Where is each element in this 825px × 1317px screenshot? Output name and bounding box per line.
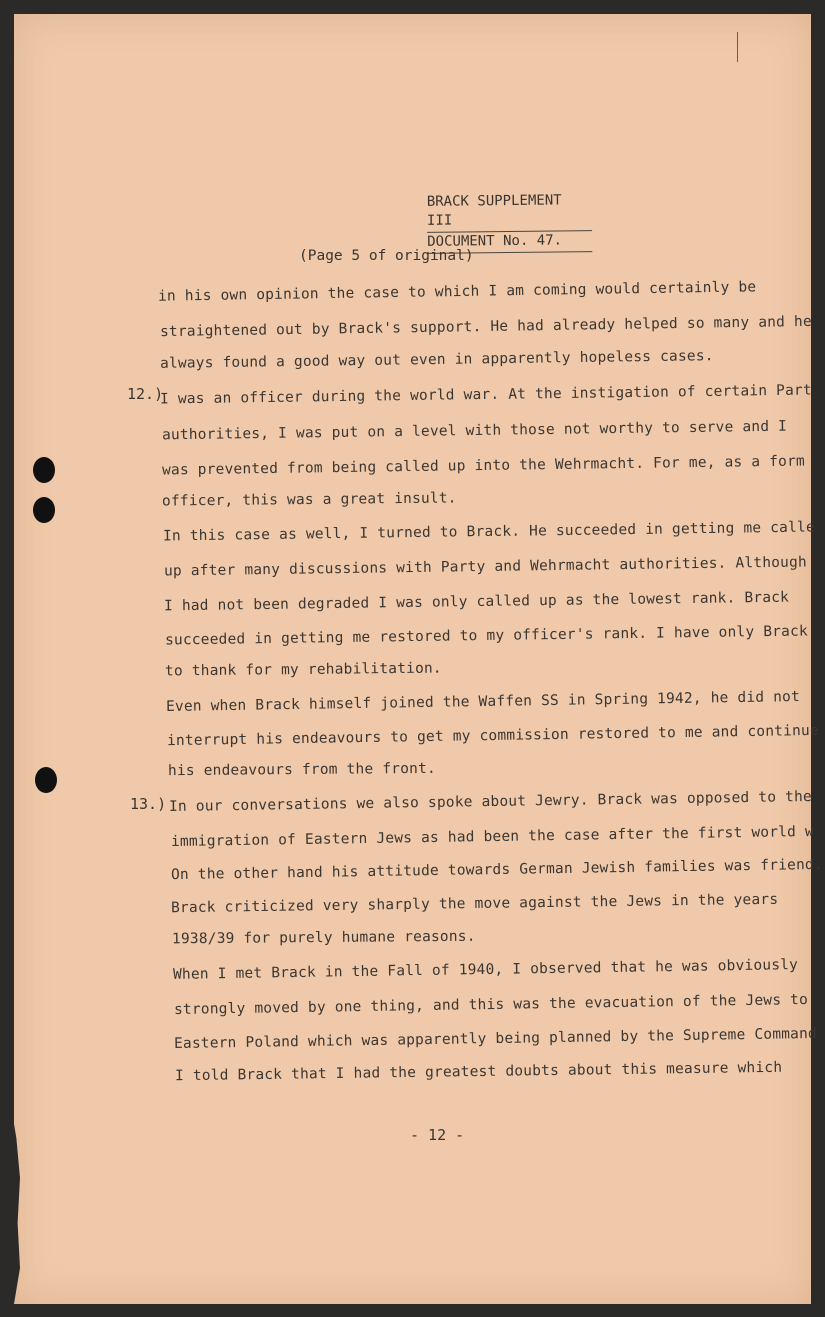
paragraph-number-13: 13.) xyxy=(130,795,167,813)
text-line: Even when Brack himself joined the Waffen SS in Spring 1942, he did not xyxy=(165,689,801,715)
torn-edge xyxy=(14,1124,20,1304)
text-line: was prevented from being called up into the Wehrmacht. For me, as a form xyxy=(161,453,806,479)
pencil-mark xyxy=(737,32,738,62)
text-line: officer, this was a great insult. xyxy=(161,490,457,510)
text-line: When I met Brack in the Fall of 1940, I observed that he was obviously xyxy=(172,957,799,983)
text-line: I had not been degraded I was only called up as the lowest rank. Brack xyxy=(163,589,790,615)
text-line: In this case as well, I turned to Brack. He succeeded in getting me calle xyxy=(162,519,815,545)
text-line: to thank for my rehabilitation. xyxy=(164,660,442,680)
punch-hole-2 xyxy=(33,497,55,523)
header-line-1: BRACK SUPPLEMENT III xyxy=(427,191,592,233)
header-line-2: DOCUMENT No. 47. xyxy=(427,231,592,254)
text-line: his endeavours from the front. xyxy=(167,760,436,780)
text-line: On the other hand his attitude towards German Jewish families was friend. xyxy=(170,856,823,884)
text-line: always found a good way out even in apparently hopeless cases. xyxy=(159,348,714,372)
punch-hole-1 xyxy=(33,457,55,483)
text-line: strongly moved by one thing, and this was the evacuation of the Jews to xyxy=(173,992,809,1018)
text-line: interrupt his endeavours to get my commission restored to me and continue xyxy=(166,722,819,750)
document-header xyxy=(427,191,593,254)
text-line: up after many discussions with Party and Wehrmacht authorities. Although xyxy=(163,554,808,580)
text-line: straightened out by Brack's support. He had already helped so many and he xyxy=(159,313,812,341)
text-line: in his own opinion the case to which I am coming would certainly be xyxy=(157,279,757,305)
text-line: I was an officer during the world war. At the instigation of certain Part xyxy=(159,382,812,408)
text-line: Brack criticized very sharply the move against the Jews in the years xyxy=(170,891,779,917)
text-line: Eastern Poland which was apparently being planned by the Supreme Command xyxy=(173,1025,818,1053)
text-line: authorities, I was put on a level with those not worthy to serve and I xyxy=(161,418,788,444)
text-line: succeeded in getting me restored to my officer's rank. I have only Brack xyxy=(164,623,809,649)
text-line: 1938/39 for purely humane reasons. xyxy=(171,928,476,948)
page-number: - 12 - xyxy=(410,1126,465,1144)
punch-hole-3 xyxy=(35,767,57,793)
paragraph-number-12: 12.) xyxy=(127,385,164,403)
text-line: I told Brack that I had the greatest doubts about this measure which xyxy=(174,1059,783,1085)
page-reference: (Page 5 of original) xyxy=(299,248,474,264)
text-line: immigration of Eastern Jews as had been the case after the first world w xyxy=(170,823,815,851)
document-page xyxy=(14,14,823,1304)
text-line: In our conversations we also spoke about Jewry. Brack was opposed to the xyxy=(168,788,813,816)
